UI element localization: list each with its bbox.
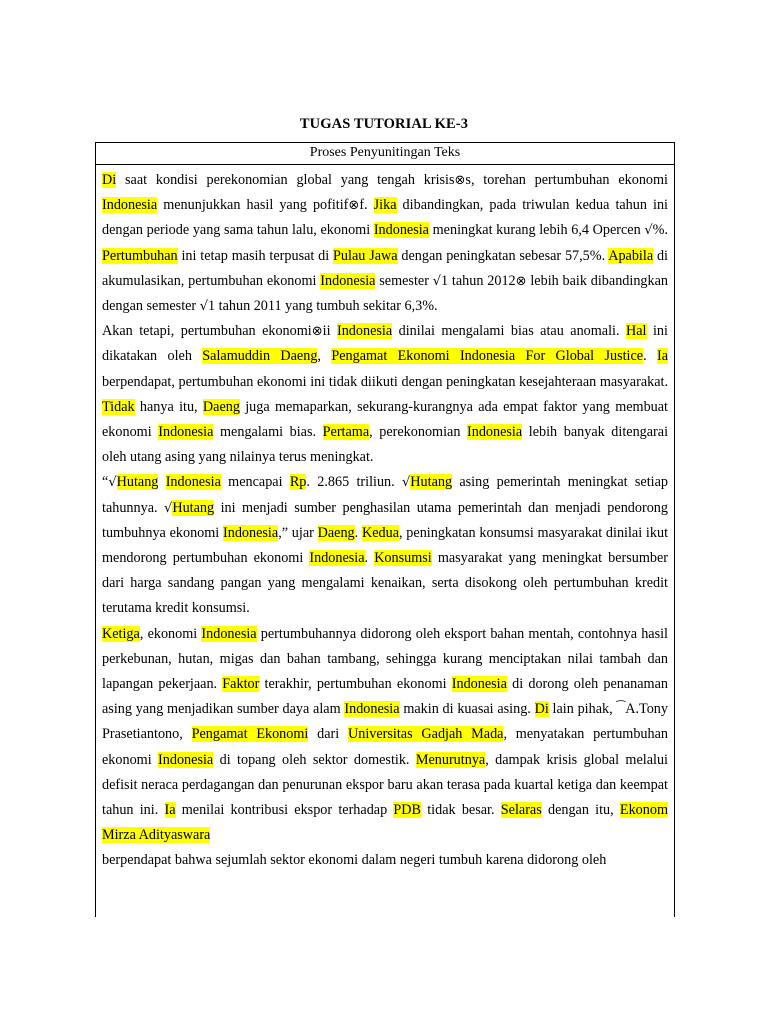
text-run: . 2.865 triliun. (306, 474, 402, 491)
text-run: juga memaparkan, sekurang-kurangnya ada empat faktor yang membuat ekonomi (102, 398, 668, 441)
highlighted-word: Ia (164, 802, 176, 819)
highlighted-word: Indonesia (467, 424, 523, 441)
paragraph (102, 622, 668, 849)
tie-glyph: ⁀ (616, 700, 626, 714)
highlighted-word: Hal (626, 323, 647, 340)
highlighted-word: Hutang (410, 474, 453, 491)
highlighted-word: Pengamat Ekonomi (191, 726, 309, 743)
text-run (158, 474, 165, 490)
highlighted-word: Rp (289, 474, 307, 491)
highlighted-word: Konsumsi (374, 550, 432, 567)
text-run: hanya itu, (134, 398, 203, 415)
highlighted-word: Tidak (102, 398, 135, 415)
symbol-glyph: √ (199, 299, 208, 315)
text-run: s, torehan pertumbuhan ekonomi (465, 172, 668, 188)
highlighted-word: Ekonom Mirza Adityaswara (102, 802, 668, 844)
text-run: berpendapat bahwa sejumlah sektor ekonomi dalam negeri tumbuh karena didorong oleh (102, 852, 607, 869)
highlighted-word: Universitas Gadjah Mada (347, 726, 504, 743)
symbol-glyph: √ (108, 475, 117, 491)
highlighted-word: Kedua (361, 524, 399, 541)
highlighted-word: Faktor (222, 676, 260, 693)
table-header: Proses Penyunitingan Teks (96, 143, 674, 165)
text-run: ini menjadi sumber penghasilan utama pemerintah dan menjadi pendorong tumbuhnya ekonomi (102, 499, 668, 541)
text-run: asing pemerintah meningkat setiap tahunnya. (102, 474, 669, 516)
text-run: dari (308, 726, 348, 743)
document-title: TUGAS TUTORIAL KE-3 (299, 116, 469, 132)
highlighted-word: Indonesia (158, 751, 214, 768)
highlighted-word: Indonesia (165, 474, 221, 491)
text-run: . (354, 524, 362, 541)
text-run: . (643, 348, 657, 365)
text-run: lain pihak, (548, 701, 617, 718)
symbol-glyph: √ (644, 223, 653, 239)
highlighted-word: Ia (656, 348, 669, 365)
highlighted-word: PDB (393, 802, 422, 819)
highlighted-word: Indonesia (102, 197, 158, 214)
text-run: , peningkatan konsumsi masyarakat dinilai ikut mendorong pertumbuhan ekonomi (102, 524, 669, 567)
text-run: , dampak krisis global melalui defisit neraca perdagangan dan penurunan ekspor baru akan terasa pada kuartal ketiga dan keempat tahun ini. (102, 751, 668, 819)
text-run: ini tetap masih terpusat di (177, 247, 334, 264)
highlighted-word: Di (102, 172, 117, 188)
highlighted-word: Daeng (202, 398, 240, 415)
text-run: menunjukkan hasil yang pofitif (157, 197, 349, 214)
text-run: di topang oleh sektor domestik. (213, 751, 416, 768)
highlighted-word: Pengamat Ekonomi Indonesia For Global Justice (331, 348, 644, 365)
highlighted-word: Salamuddin Daeng (202, 348, 318, 365)
text-run: tidak besar. (421, 802, 501, 819)
paragraph (102, 848, 668, 873)
symbol-glyph: ⊗ (454, 173, 466, 188)
text-run: 1 tahun 2012 (441, 272, 516, 289)
symbol-glyph: √ (164, 500, 173, 516)
text-run: makin di kuasai asing. (399, 701, 535, 718)
text-run: “ (102, 474, 109, 491)
highlighted-word: Hutang (172, 499, 215, 516)
text-run: terakhir, pertumbuhan ekonomi (259, 676, 452, 693)
text-run: 1 tahun 2011 yang tumbuh sekitar 6,3%. (208, 298, 438, 315)
paragraph (102, 319, 668, 470)
symbol-glyph: ⊗ (515, 273, 527, 289)
highlighted-word: Pulau Jawa (333, 247, 398, 264)
text-run: , (317, 348, 332, 365)
text-run: mengalami bias. (213, 424, 323, 441)
highlighted-word: Indonesia (344, 701, 400, 718)
highlighted-word: Indonesia (158, 424, 214, 441)
text-run: , ekonomi (139, 625, 202, 642)
text-run: berpendapat, pertumbuhan ekonomi ini tidak diikuti dengan peningkatan kesejahteraan masyarakat. (102, 373, 668, 390)
text-run: dengan itu, (541, 802, 620, 819)
highlighted-word: Apabila (608, 247, 654, 264)
text-run: di dorong oleh penanaman asing yang menjadikan sumber daya alam (102, 676, 668, 718)
text-run: ,” ujar (278, 524, 318, 541)
text-run: f. (359, 197, 374, 214)
paragraph (102, 168, 668, 319)
highlighted-word: Pertama (322, 424, 370, 441)
text-run: , menyatakan pertumbuhan ekonomi (102, 726, 668, 768)
highlighted-word: Daeng (317, 524, 355, 541)
highlighted-word: Indonesia (223, 524, 279, 541)
highlighted-word: Indonesia (309, 550, 365, 567)
highlighted-word: Pertumbuhan (102, 247, 178, 264)
text-run: A.Tony Prasetiantono, (102, 701, 668, 743)
text-run: ini dikatakan oleh (102, 323, 668, 365)
text-run: lebih baik dibandingkan dengan semester (102, 272, 668, 315)
highlighted-word: Di (534, 701, 549, 718)
highlighted-word: Jika (373, 197, 397, 214)
text-run: masyarakat yang meningkat bersumber dari harga sandang pangan yang mengalami kenaikan, serta disokong oleh pertumbuhan kredit terutama kredit konsumsi. (102, 550, 669, 617)
text-run: meningkat kurang lebih 6,4 Opercen (428, 222, 645, 239)
text-run: saat kondisi perekonomian global yang tengah krisis (116, 172, 455, 188)
highlighted-word: Menurutnya (415, 751, 486, 768)
text-run: ii (322, 323, 337, 340)
text-run: lebih banyak ditengarai oleh utang asing yang nilainya terus meningkat. (102, 424, 669, 466)
symbol-glyph: √ (432, 273, 442, 289)
symbol-glyph: ⊗ (348, 198, 360, 214)
symbol-glyph: ⊗ (311, 324, 323, 340)
paragraph (102, 470, 668, 621)
editing-table (95, 142, 675, 917)
text-run: %. (652, 222, 669, 239)
text-run: Akan tetapi, pertumbuhan ekonomi (102, 323, 312, 340)
highlighted-word: Indonesia (201, 625, 257, 642)
text-run: , perekonomian (369, 424, 468, 441)
text-run: dinilai mengalami bias atau anomali. (392, 323, 627, 340)
highlighted-word: Hutang (116, 474, 159, 491)
text-run: dengan peningkatan sebesar 57,5%. (397, 247, 609, 264)
table-body (96, 165, 674, 874)
highlighted-word: Indonesia (320, 272, 376, 289)
highlighted-word: Indonesia (336, 323, 393, 340)
highlighted-word: Ketiga (102, 625, 140, 642)
symbol-glyph: √ (401, 475, 411, 491)
text-run: menilai kontribusi ekspor terhadap (175, 802, 394, 819)
text-run: di akumulasikan, pertumbuhan ekonomi (102, 247, 668, 289)
text-run: . (364, 550, 375, 567)
highlighted-word: Indonesia (373, 222, 429, 239)
highlighted-word: Indonesia (451, 676, 507, 693)
text-run: dibandingkan, pada triwulan kedua tahun ini dengan periode yang sama tahun lalu, ekonomi (102, 197, 668, 239)
highlighted-word: Selaras (500, 802, 542, 819)
text-run: pertumbuhannya didorong oleh eksport bahan mentah, contohnya hasil perkebunan, hutan, migas dan bahan tambang, sehingga kurang menciptakan nilai tambah dan lapangan pekerjaan. (102, 625, 668, 693)
text-run: mencapai (220, 474, 290, 491)
text-run: semester (375, 272, 433, 289)
